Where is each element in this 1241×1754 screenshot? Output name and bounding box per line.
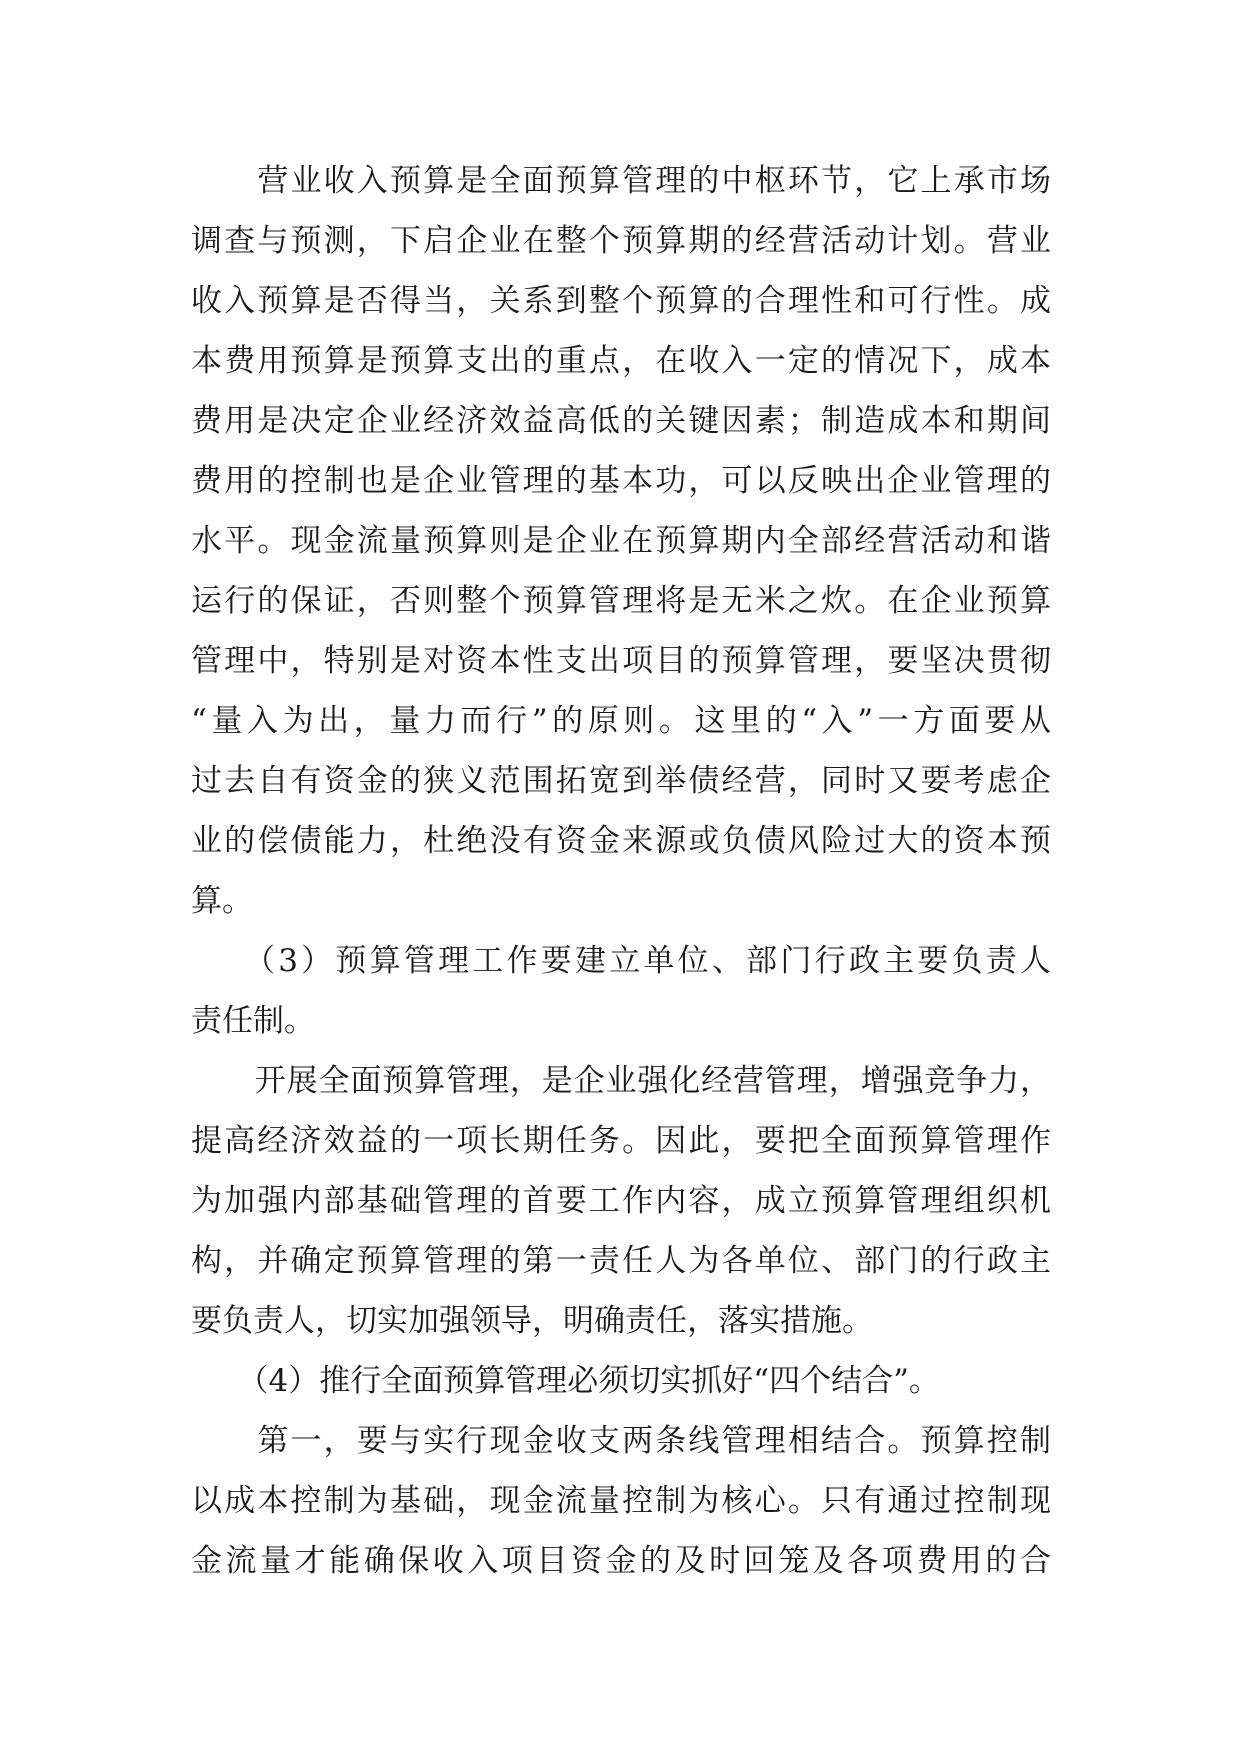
text-line-17: 提高经济效益的一项长期任务。因此，要把全面预算管理作 — [191, 1123, 1051, 1159]
text-line-12: 业的偿债能力，杜绝没有资金来源或负债风险过大的资本预 — [191, 823, 1051, 859]
text-line-4: 本费用预算是预算支出的重点，在收入一定的情况下，成本 — [191, 343, 1051, 379]
text-line-20: 要负责人，切实加强领导，明确责任，落实措施。 — [191, 1303, 873, 1339]
text-line-23: 以成本控制为基础，现金流量控制为核心。只有通过控制现 — [191, 1483, 1051, 1519]
text-line-5: 费用是决定企业经济效益高低的关键因素；制造成本和期间 — [191, 403, 1051, 439]
text-line-18: 为加强内部基础管理的首要工作内容，成立预算管理组织机 — [191, 1183, 1051, 1219]
text-line-13: 算。 — [191, 883, 253, 919]
text-line-10: “量入为出，量力而行”的原则。这里的“入”一方面要从 — [191, 703, 1051, 739]
text-line-2: 调查与预测，下启企业在整个预算期的经营活动计划。营业 — [191, 223, 1051, 259]
text-line-7: 水平。现金流量预算则是企业在预算期内全部经营活动和谐 — [191, 523, 1051, 559]
text-line-11: 过去自有资金的狭义范围拓宽到举债经营，同时又要考虑企 — [191, 763, 1051, 799]
text-line-14: （3）预算管理工作要建立单位、部门行政主要负责人 — [191, 943, 1051, 979]
text-line-21: （4）推行全面预算管理必须切实抓好“四个结合”。 — [191, 1363, 940, 1399]
text-line-24: 金流量才能确保收入项目资金的及时回笼及各项费用的合 — [191, 1543, 1051, 1579]
text-line-9: 管理中，特别是对资本性支出项目的预算管理，要坚决贯彻 — [191, 643, 1051, 679]
text-line-15: 责任制。 — [191, 1003, 315, 1039]
text-line-16: 开展全面预算管理，是企业强化经营管理，增强竞争力， — [191, 1063, 1051, 1099]
text-line-3: 收入预算是否得当，关系到整个预算的合理性和可行性。成 — [191, 283, 1051, 319]
text-line-22: 第一，要与实行现金收支两条线管理相结合。预算控制 — [191, 1423, 1051, 1459]
text-line-6: 费用的控制也是企业管理的基本功，可以反映出企业管理的 — [191, 463, 1051, 499]
text-line-8: 运行的保证，否则整个预算管理将是无米之炊。在企业预算 — [191, 583, 1051, 619]
text-line-19: 构，并确定预算管理的第一责任人为各单位、部门的行政主 — [191, 1243, 1051, 1279]
text-line-1: 营业收入预算是全面预算管理的中枢环节，它上承市场 — [191, 163, 1051, 199]
